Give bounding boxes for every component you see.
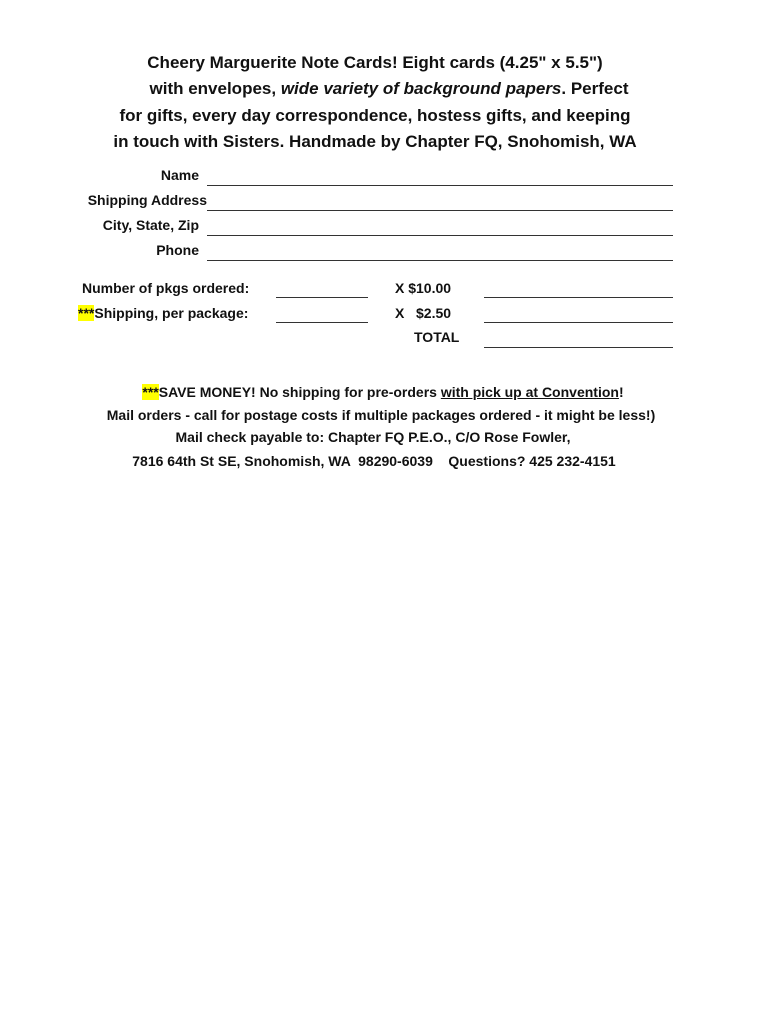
total-field[interactable] [484,347,673,348]
save-stars-highlight: *** [142,384,159,400]
shipping-qty-field[interactable] [276,322,368,323]
save-text: SAVE MONEY! No shipping for pre-orders [158,384,441,400]
pkgs-ordered-label: Number of pkgs ordered: [82,280,250,296]
price-shipping: X $2.50 [395,305,452,321]
save-money-note [0,383,768,401]
pkgs-subtotal-field[interactable] [484,297,673,298]
city-state-zip-label: City, State, Zip [102,217,199,233]
title-line-1: Cheery Marguerite Note Cards! Eight cards (4.25" x 5.5") [147,53,603,72]
shipping-address-label: Shipping Address [87,192,207,208]
price-per-package: X $10.00 [395,280,452,296]
city-state-zip-field[interactable] [207,235,673,236]
name-field[interactable] [207,185,673,186]
mail-orders-note: Mail orders - call for postage costs if multiple packages ordered - it might be less!) [106,407,656,423]
name-label: Name [160,167,199,183]
shipping-address-field[interactable] [207,210,673,211]
title-line-3: for gifts, every day correspondence, hostess gifts, and keeping [119,106,631,125]
shipping-subtotal-field[interactable] [484,322,673,323]
title-line-2-end: . Perfect [561,79,629,98]
shipping-stars-highlight: *** [78,305,95,321]
convention-pickup-text: with pick up at Convention [440,384,619,400]
title-line-4: in touch with Sisters. Handmade by Chapter FQ, Snohomish, WA [113,132,637,151]
shipping-label-text: Shipping, per package: [94,305,249,321]
title-line-2-start: with envelopes, [149,79,281,98]
shipping-per-package-label [78,304,248,322]
save-text-end: ! [618,384,624,400]
total-label: TOTAL [414,329,460,345]
title-line-2-italic: wide variety of background papers [280,79,562,98]
pkgs-ordered-field[interactable] [276,297,368,298]
title-line-2 [4,76,770,102]
mailing-address-note: 7816 64th St SE, Snohomish, WA 98290-6039 Questions? 425 232-4151 [132,453,616,469]
payable-note: Mail check payable to: Chapter FQ P.E.O., C/O Rose Fowler, [175,429,571,445]
phone-field[interactable] [207,260,673,261]
phone-label: Phone [156,242,199,258]
